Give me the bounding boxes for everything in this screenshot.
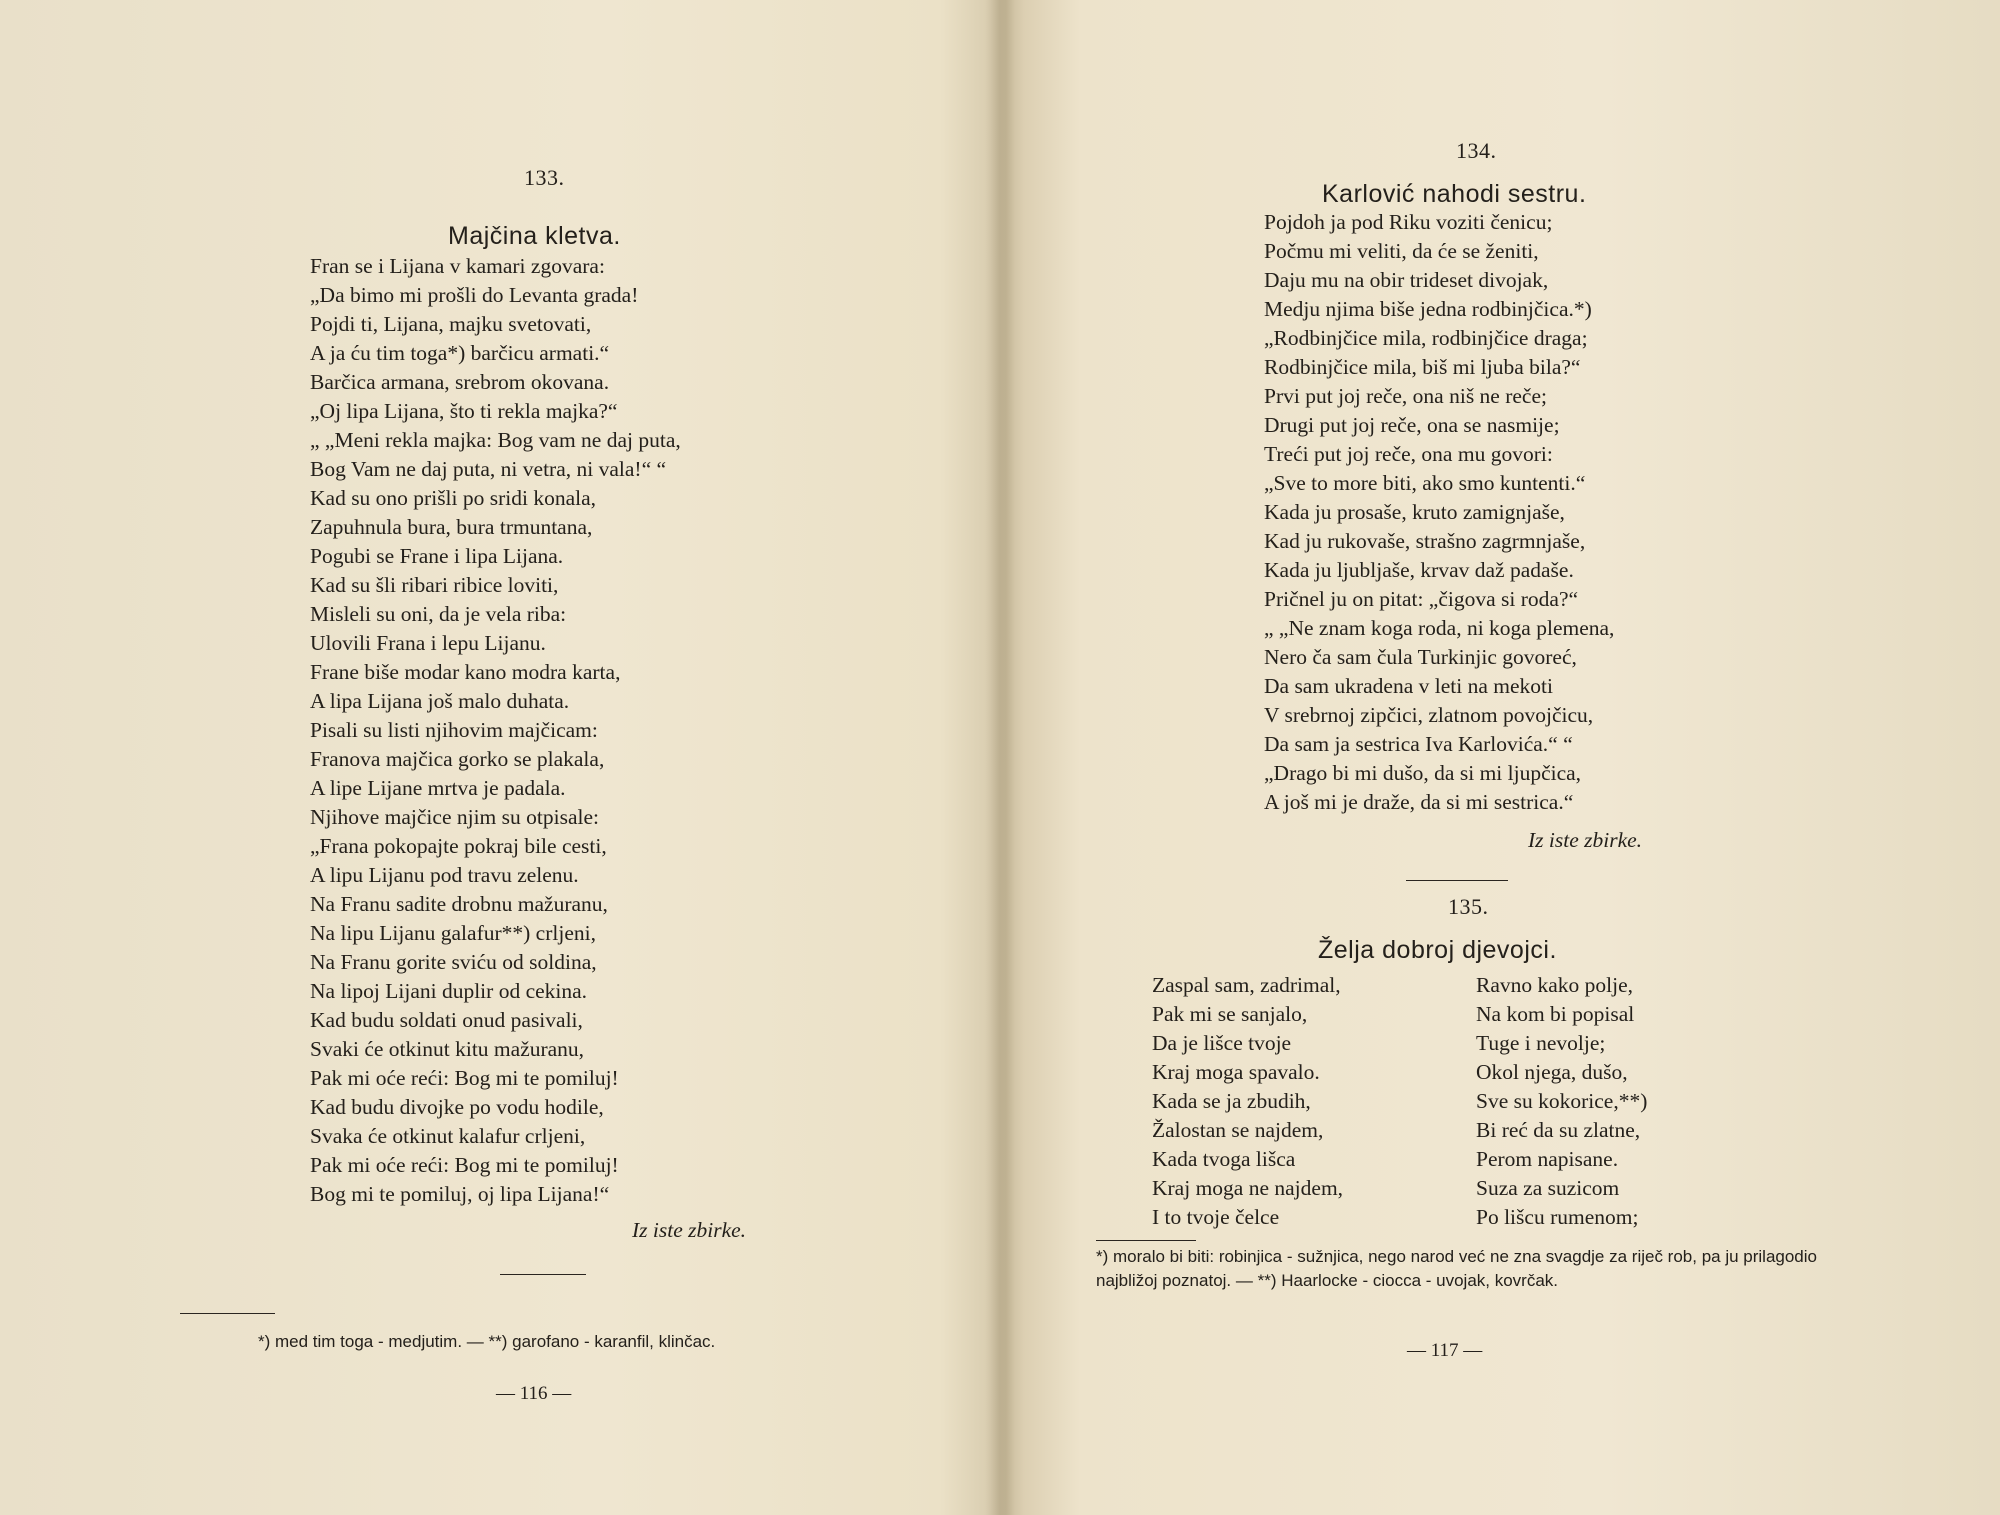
verse-line: Kraj moga spavalo.: [1152, 1060, 1320, 1084]
verse-line: Kad su ono prišli po sridi konala,: [310, 486, 597, 510]
verse-line: Pak mi se sanjalo,: [1152, 1002, 1308, 1026]
verse-line: Treći put joj reče, ona mu govori:: [1264, 442, 1553, 466]
verse-line: Okol njega, dušo,: [1476, 1060, 1628, 1084]
verse-line: Pojdi ti, Lijana, majku svetovati,: [310, 312, 592, 336]
verse-line: A lipu Lijanu pod travu zelenu.: [310, 863, 579, 887]
verse-line: „Oj lipa Lijana, što ti rekla majka?“: [310, 399, 618, 423]
verse-line: Bog Vam ne daj puta, ni vetra, ni vala!“ “: [310, 457, 667, 481]
verse-line: „Rodbinjčice mila, rodbinjčice draga;: [1264, 326, 1588, 350]
verse-line: Perom napisane.: [1476, 1147, 1619, 1171]
poem-verse-column-2: [1476, 971, 1647, 1232]
verse-line: Tuge i nevolje;: [1476, 1031, 1606, 1055]
verse-line: Kada se ja zbudih,: [1152, 1089, 1311, 1113]
verse-line: Kad su šli ribari ribice loviti,: [310, 573, 559, 597]
poem-title: Karlović nahodi sestru.: [1322, 180, 1587, 208]
verse-line: Da sam ukradena v leti na mekoti: [1264, 674, 1553, 698]
poem-verse: [1264, 208, 1614, 817]
verse-line: Bi reć da su zlatne,: [1476, 1118, 1641, 1142]
verse-line: Na lipu Lijanu galafur**) crljeni,: [310, 921, 596, 945]
page-number: — 116 —: [496, 1383, 572, 1404]
verse-line: Počmu mi veliti, da će se ženiti,: [1264, 239, 1539, 263]
footnote: *) moralo bi biti: robinjica - sužnjica, nego narod već ne zna svagdje za riječ rob, pa ju prilagodio najbližoj poznatoj. — **) Haarlocke - ciocca - uvojak, kovrčak.: [1096, 1247, 1817, 1290]
verse-line: Daju mu na obir trideset divojak,: [1264, 268, 1549, 292]
verse-line: A lipe Lijane mrtva je padala.: [310, 776, 566, 800]
verse-line: „Drago bi mi dušo, da si mi ljupčica,: [1264, 761, 1582, 785]
verse-line: Fran se i Lijana v kamari zgovara:: [310, 254, 605, 278]
verse-line: Na Franu gorite sviću od soldina,: [310, 950, 597, 974]
verse-line: Ravno kako polje,: [1476, 973, 1634, 997]
right-page: [1010, 0, 2000, 1515]
verse-line: Nero ča sam čula Turkinjic govoreć,: [1264, 645, 1577, 669]
verse-line: „Da bimo mi prošli do Levanta grada!: [310, 283, 639, 307]
poem-number: 135.: [1448, 894, 1489, 919]
verse-line: Frane biše modar kano modra karta,: [310, 660, 621, 684]
end-rule: [1406, 880, 1508, 881]
verse-line: Kad budu soldati onud pasivali,: [310, 1008, 583, 1032]
footnote: *) med tim toga - medjutim. — **) garofano - karanfil, klinčac.: [258, 1332, 716, 1351]
verse-line: Pogubi se Frane i lipa Lijana.: [310, 544, 564, 568]
verse-line: Misleli su oni, da je vela riba:: [310, 602, 567, 626]
verse-line: Svaki će otkinut kitu mažuranu,: [310, 1037, 585, 1061]
verse-line: Svaka će otkinut kalafur crljeni,: [310, 1124, 586, 1148]
footnote-rule: [180, 1313, 275, 1314]
verse-line: A lipa Lijana još malo duhata.: [310, 689, 570, 713]
verse-line: Pojdoh ja pod Riku voziti čenicu;: [1264, 210, 1553, 234]
verse-line: Žalostan se najdem,: [1152, 1118, 1324, 1142]
poem-verse: [310, 252, 681, 1209]
poem-verse-column-1: [1152, 971, 1343, 1232]
footnote-rule: [1096, 1240, 1196, 1241]
verse-line: Na Franu sadite drobnu mažuranu,: [310, 892, 608, 916]
verse-line: Franova majčica gorko se plakala,: [310, 747, 605, 771]
page-number: — 117 —: [1407, 1340, 1483, 1361]
source-note: Iz iste zbirke.: [1528, 828, 1643, 852]
verse-line: Kad ju rukovaše, strašno zagrmnjaše,: [1264, 529, 1586, 553]
verse-line: Drugi put joj reče, ona se nasmije;: [1264, 413, 1560, 437]
verse-line: A ja ću tim toga*) barčicu armati.“: [310, 341, 610, 365]
source-note: Iz iste zbirke.: [632, 1218, 747, 1242]
verse-line: Kada ju ljubljaše, krvav daž padaše.: [1264, 558, 1574, 582]
verse-line: Kraj moga ne najdem,: [1152, 1176, 1344, 1200]
verse-line: Prvi put joj reče, ona niš ne reče;: [1264, 384, 1547, 408]
verse-line: Pak mi oće reći: Bog mi te pomiluj!: [310, 1153, 619, 1177]
verse-line: „Sve to more biti, ako smo kuntenti.“: [1264, 471, 1586, 495]
verse-line: Zaspal sam, zadrimal,: [1152, 973, 1341, 997]
verse-line: Na kom bi popisal: [1476, 1002, 1635, 1026]
verse-line: Zapuhnula bura, bura trmuntana,: [310, 515, 593, 539]
verse-line: I to tvoje čelce: [1152, 1205, 1280, 1229]
verse-line: Sve su kokorice,**): [1476, 1089, 1648, 1113]
verse-line: Kada tvoga lišca: [1152, 1147, 1296, 1171]
poem-title: Majčina kletva.: [448, 222, 621, 250]
verse-line: Njihove majčice njim su otpisale:: [310, 805, 599, 829]
verse-line: Rodbinjčice mila, biš mi ljuba bila?“: [1264, 355, 1581, 379]
verse-line: Barčica armana, srebrom okovana.: [310, 370, 610, 394]
poem-title: Želja dobroj djevojci.: [1318, 936, 1557, 964]
verse-line: Suza za suzicom: [1476, 1176, 1620, 1200]
verse-line: Da sam ja sestrica Iva Karlovića.“ “: [1264, 732, 1573, 756]
verse-line: Ulovili Frana i lepu Lijanu.: [310, 631, 546, 655]
end-rule: [500, 1274, 586, 1275]
verse-line: Pričnel ju on pitat: „čigova si roda?“: [1264, 587, 1579, 611]
verse-line: V srebrnoj zipčici, zlatnom povojčicu,: [1264, 703, 1594, 727]
verse-line: Na lipoj Lijani duplir od cekina.: [310, 979, 588, 1003]
verse-line: Da je lišce tvoje: [1152, 1031, 1292, 1055]
verse-line: Kada ju prosaše, kruto zamignjaše,: [1264, 500, 1565, 524]
verse-line: „ „Meni rekla majka: Bog vam ne daj puta,: [310, 428, 681, 452]
verse-line: Pisali su listi njihovim majčicam:: [310, 718, 598, 742]
verse-line: „ „Ne znam koga roda, ni koga plemena,: [1264, 616, 1615, 640]
poem-number: 134.: [1456, 138, 1497, 163]
verse-line: Bog mi te pomiluj, oj lipa Lijana!“: [310, 1182, 610, 1206]
verse-line: Medju njima biše jedna rodbinjčica.*): [1264, 297, 1592, 321]
verse-line: Kad budu divojke po vodu hodile,: [310, 1095, 604, 1119]
verse-line: Pak mi oće reći: Bog mi te pomiluj!: [310, 1066, 619, 1090]
verse-line: Po lišcu rumenom;: [1476, 1205, 1639, 1229]
poem-number: 133.: [524, 165, 565, 190]
verse-line: „Frana pokopajte pokraj bile cesti,: [310, 834, 607, 858]
verse-line: A još mi je draže, da si mi sestrica.“: [1264, 790, 1574, 814]
